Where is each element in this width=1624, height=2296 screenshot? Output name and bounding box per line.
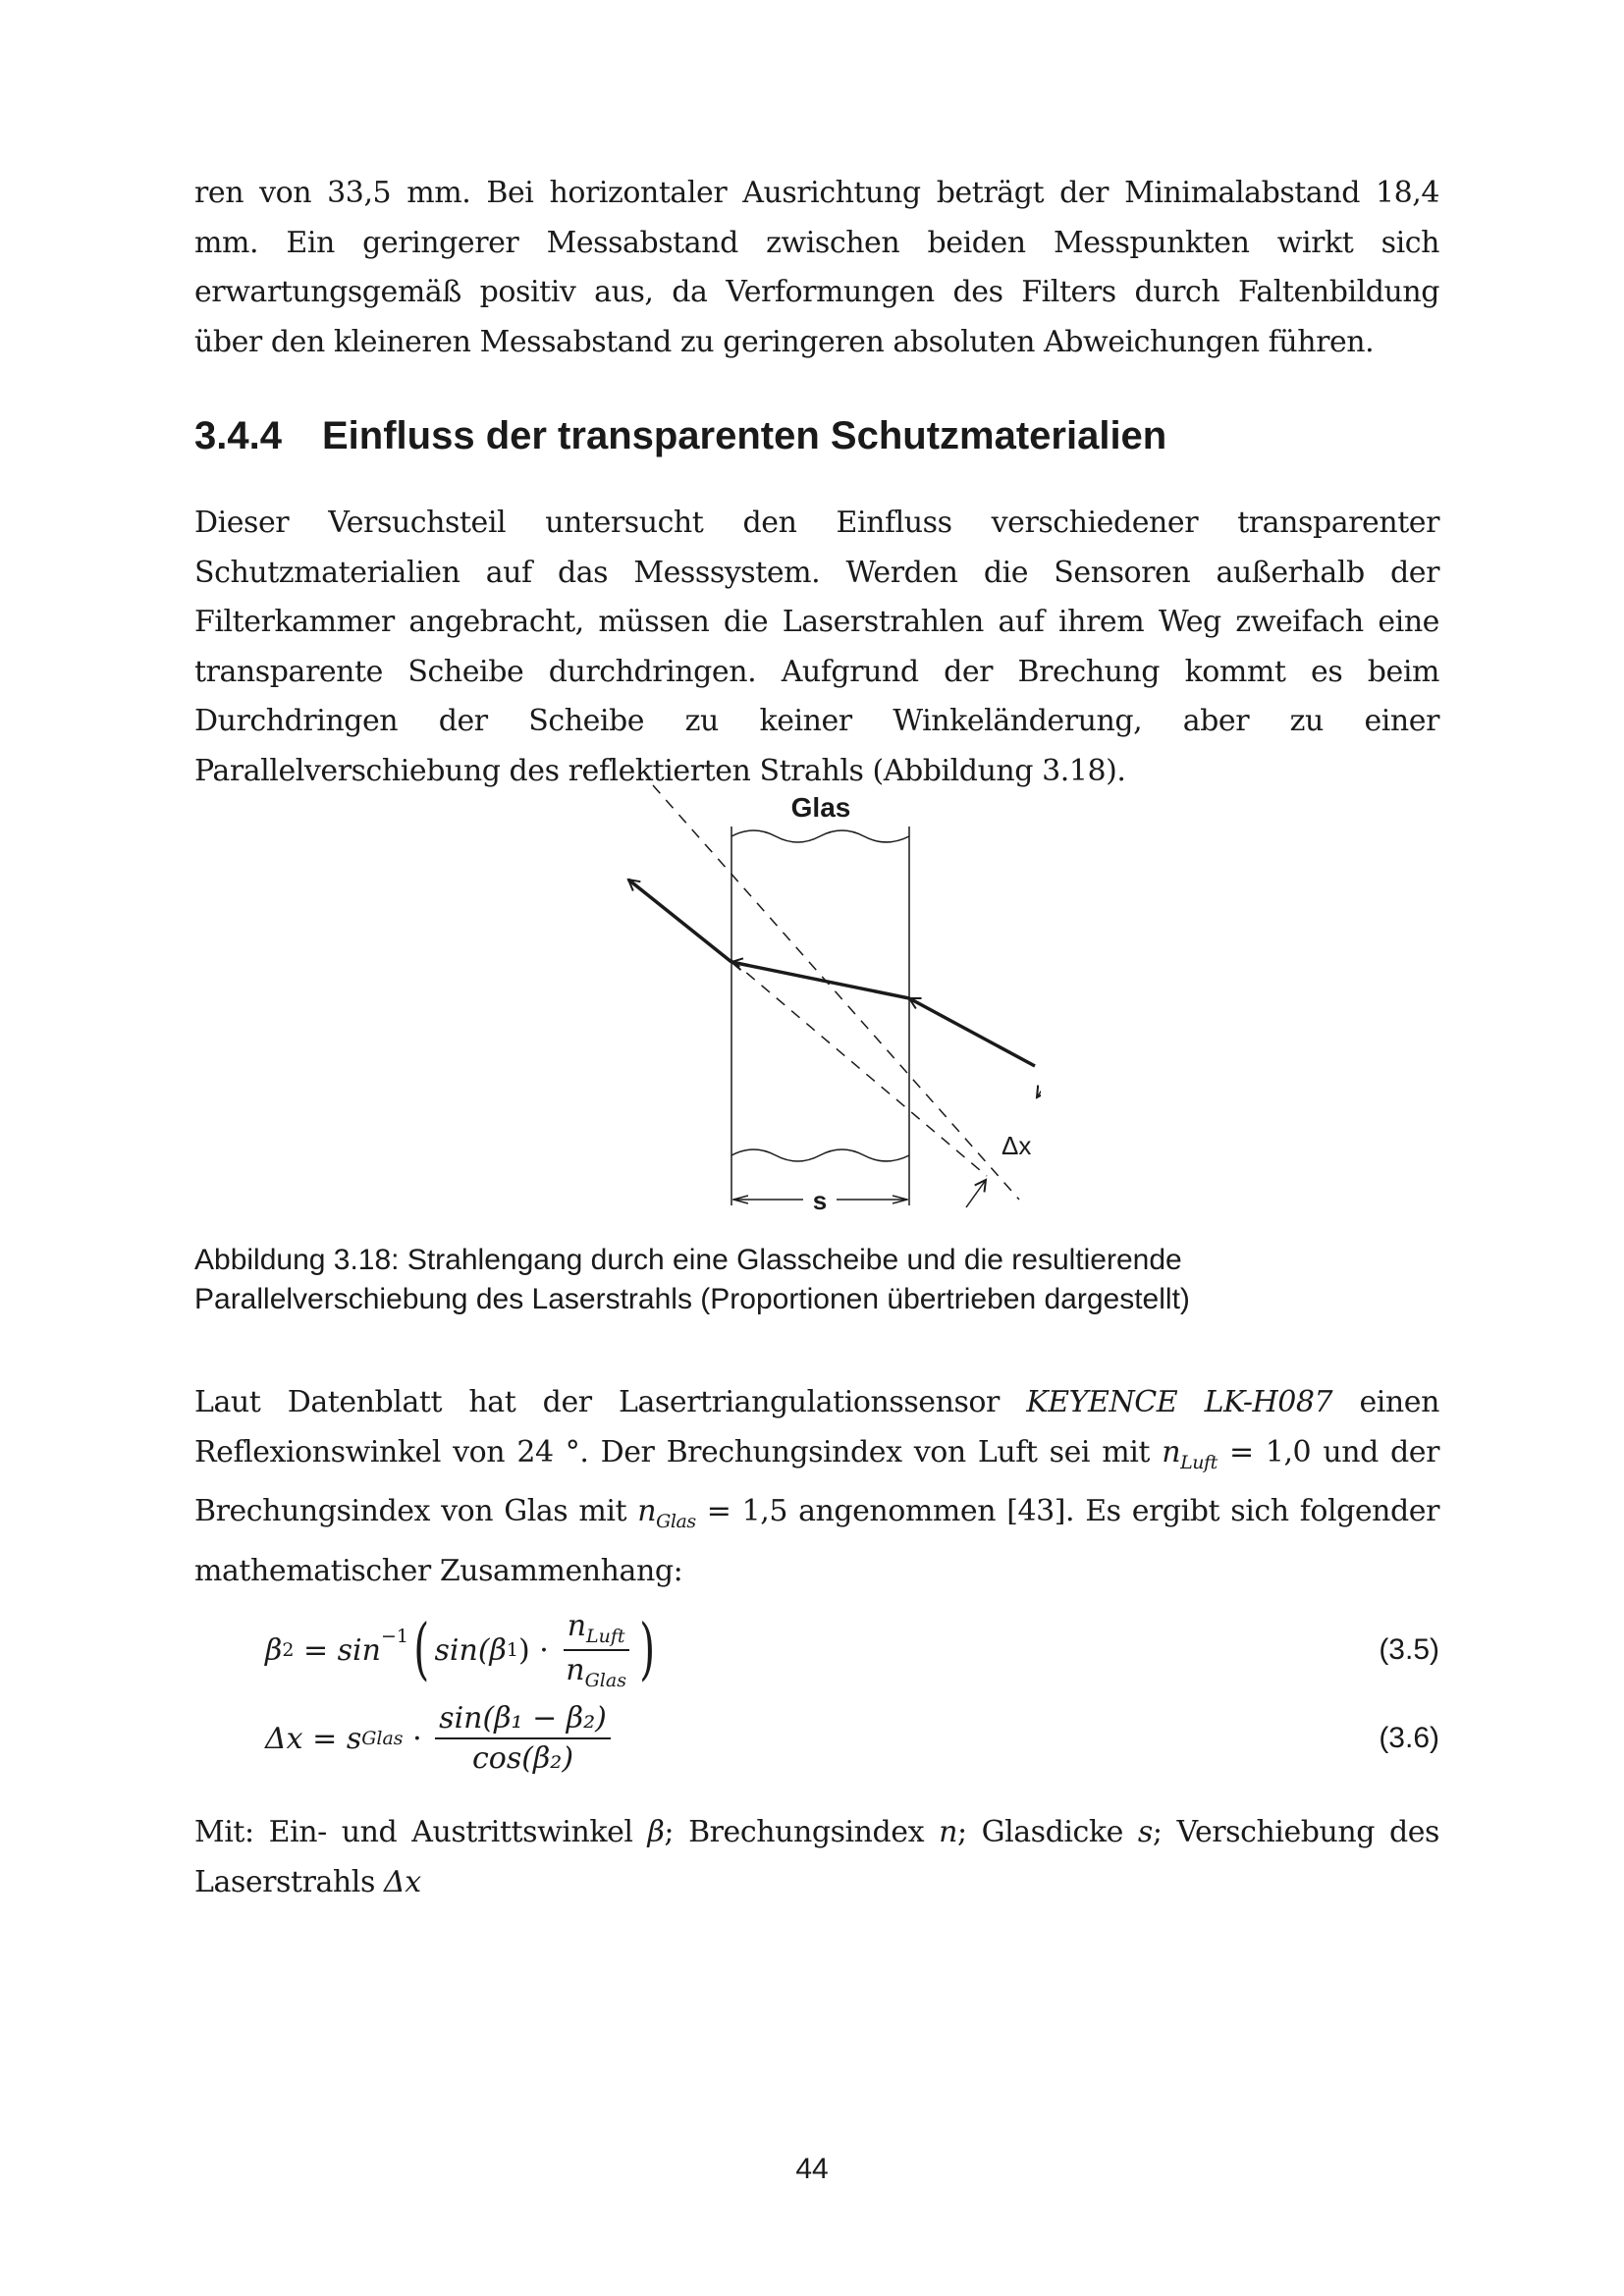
eq2-lhs: Δx (265, 1721, 303, 1756)
eq1-inner-close: ) · (517, 1632, 559, 1668)
outgoing-beam (628, 880, 731, 962)
equation-3-6 (265, 1694, 1439, 1783)
paragraph-sensor-data (194, 1378, 1439, 1596)
equation-number: (3.6) (1379, 1722, 1439, 1754)
refraction-diagram (589, 775, 1041, 1217)
section-number: 3.4.4 (194, 414, 282, 457)
text-run: Mit: Ein- und Austrittswinkel (194, 1815, 648, 1849)
incoming-beam (909, 998, 1035, 1066)
var-n-luft-sub: Luft (1180, 1451, 1218, 1473)
parallel-path-dashed (731, 960, 987, 1176)
equation-3-5: β 2 = sin $^{-1}$ ( sin(β 1 ) · $\frac{n_{Luft}}{n_{Glas}}$ ) (3.5) (265, 1609, 1439, 1691)
eq1-fn: sin (337, 1632, 381, 1668)
section-heading (194, 414, 1166, 458)
paragraph-legend (194, 1808, 1439, 1907)
equation-number: (3.5) (1379, 1633, 1439, 1666)
var-n: n (939, 1815, 957, 1849)
eq2-dot: · (403, 1721, 432, 1756)
eq2-fraction (435, 1701, 611, 1776)
var-delta-x: Δx (383, 1864, 421, 1899)
text-run: = 1,5 angenommen [43]. Es ergibt sich folgender mathematischer Zusammenhang: (194, 1494, 1439, 1588)
thickness-label: s (812, 1186, 828, 1215)
eq1-fn-sup: −1 (380, 1626, 408, 1647)
shift-arrow-lower (966, 1180, 986, 1207)
section-title: Einfluss der transparenten Schutzmaterialien (322, 414, 1167, 457)
eq1-lhs: β (265, 1632, 283, 1668)
eq2-factor: s (346, 1721, 362, 1756)
text-run: = 1,0 und der Brechungsindex von Glas mit (194, 1434, 1439, 1528)
text-run: einen Reflexionswinkel von 24 °. Der Brechungsindex von Luft sei mit (194, 1385, 1439, 1469)
eq2-factor-sub: Glas (361, 1728, 404, 1749)
var-n-glas-sub: Glas (656, 1511, 696, 1532)
sensor-name: KEYENCE LK-H087 (1026, 1385, 1333, 1419)
text-run: ; Verschiebung des Laserstrahls (194, 1815, 1439, 1899)
eq1-fraction (562, 1609, 630, 1691)
figure-caption: Abbildung 3.18: Strahlengang durch eine Glasscheibe und die resultierende Parallelverschiebung des Laserstrahls (Proportionen übertrieben dargestellt) (194, 1244, 1190, 1315)
paragraph-intro: ren von 33,5 mm. Bei horizontaler Ausrichtung beträgt der Minimalabstand 18,4 mm. Ein geringerer Messabstand zwischen beiden Messpunkten wirkt sich erwartungsgemäß positiv aus, da Verformungen des Filters durch Faltenbildung über den kleineren Messabstand zu geringeren absoluten Abweichungen führen. (194, 176, 1439, 359)
eq1-num-var: n (567, 1609, 587, 1643)
text-run: Laut Datenblatt hat der Lasertriangulationssensor (194, 1385, 1027, 1419)
eq1-den-var: n (566, 1653, 585, 1687)
var-beta: β (647, 1815, 665, 1849)
glass-label: Glas (790, 792, 851, 823)
refracted-beam (731, 962, 909, 998)
eq1-inner-fn: sin(β (434, 1632, 507, 1668)
eq1-equals: = (294, 1632, 338, 1668)
eq1-lhs-sub: 2 (282, 1639, 295, 1661)
eq1-den-sub: Glas (584, 1670, 626, 1691)
eq1-num-sub: Luft (586, 1626, 625, 1647)
unrefracted-path-dashed (653, 785, 1019, 1200)
page-number: 44 (795, 2153, 829, 2185)
text-run: ; Glasdicke (956, 1815, 1138, 1849)
eq2-equals: = (302, 1721, 347, 1756)
eq1-inner-sub: 1 (506, 1639, 518, 1661)
var-n-glas: n (637, 1494, 657, 1528)
var-n-luft: n (1162, 1434, 1181, 1469)
figure-glass-refraction (589, 775, 1041, 1217)
var-s: s (1137, 1815, 1153, 1849)
shift-arrow-upper (1037, 1058, 1041, 1097)
glass-top-break (731, 830, 909, 842)
text-run: ; Brechungsindex (664, 1815, 940, 1849)
paragraph-description: Dieser Versuchsteil untersucht den Einfluss verschiedener transparenter Schutzmaterialien auf das Messsystem. Werden die Sensoren außerhalb der Filterkammer angebracht, müssen die Laserstrahlen auf ihrem Weg zweifach eine transparente Scheibe durchdringen. Aufgrund der Brechung kommt es beim Durchdringen der Scheibe zu keiner Winkeländerung, aber zu einer Parallelverschiebung des reflektierten Strahls (Abbildung 3.18). (194, 506, 1439, 788)
shift-label: Δx (1001, 1131, 1032, 1160)
eq2-denominator: cos(β₂) (471, 1741, 574, 1776)
glass-bottom-break (731, 1149, 909, 1161)
eq2-numerator: sin(β₁ − β₂) (435, 1701, 611, 1739)
